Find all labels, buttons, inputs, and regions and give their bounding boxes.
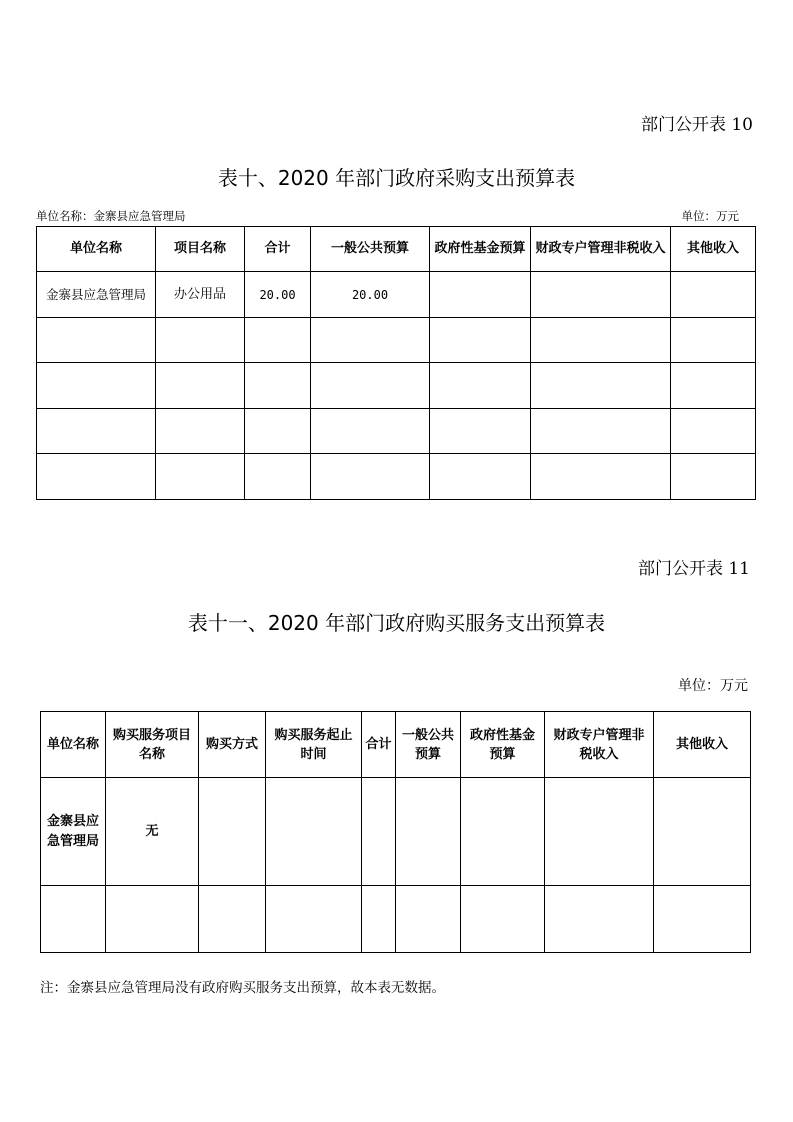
table-cell: 办公用品 <box>156 272 245 318</box>
table-cell <box>430 363 531 409</box>
table10-title: 表十、2020 年部门政府采购支出预算表 <box>217 166 576 190</box>
table-cell <box>245 409 311 454</box>
table11-header-cell: 购买方式 <box>199 712 266 778</box>
table-cell <box>531 272 671 318</box>
table-row <box>37 454 756 500</box>
table10-header-cell: 项目名称 <box>156 227 245 272</box>
table-cell <box>156 454 245 500</box>
table-row <box>41 778 751 886</box>
table-cell <box>41 886 106 953</box>
table11-header-cell: 购买服务起止时间 <box>266 712 362 778</box>
table11-header-cell: 财政专户管理非税收入 <box>545 712 654 778</box>
table-cell <box>362 778 396 886</box>
table-cell <box>545 886 654 953</box>
table11-title: 表十一、2020 年部门政府购买服务支出预算表 <box>187 611 606 635</box>
table-cell <box>199 778 266 886</box>
table-cell <box>671 454 756 500</box>
table-cell <box>37 454 156 500</box>
table-cell <box>430 272 531 318</box>
table-cell <box>430 318 531 363</box>
table-cell <box>156 409 245 454</box>
table-row <box>37 318 756 363</box>
table-cell <box>266 778 362 886</box>
table-cell <box>430 409 531 454</box>
table-cell <box>461 886 545 953</box>
table10-header-cell: 财政专户管理非税收入 <box>531 227 671 272</box>
table-cell <box>156 318 245 363</box>
table11-note: 注：金寨县应急管理局没有政府购买服务支出预算，故本表无数据。 <box>40 980 445 996</box>
table10-unit: 单位：万元 <box>681 209 739 223</box>
table-cell <box>671 318 756 363</box>
table-cell <box>671 409 756 454</box>
table11-header-cell: 其他收入 <box>654 712 751 778</box>
table11-unit: 单位：万元 <box>678 678 748 694</box>
table-cell <box>531 363 671 409</box>
table-cell <box>311 318 430 363</box>
table-cell <box>396 778 461 886</box>
table-cell: 金寨县应急管理局 <box>41 778 106 886</box>
table-cell <box>396 886 461 953</box>
table-cell: 20.00 <box>311 272 430 318</box>
table-cell <box>311 454 430 500</box>
table-cell: 无 <box>106 778 199 886</box>
table-cell <box>654 778 751 886</box>
table10-header-cell: 合计 <box>245 227 311 272</box>
table-cell <box>311 363 430 409</box>
table-cell <box>245 318 311 363</box>
table-cell <box>430 454 531 500</box>
table-cell <box>199 886 266 953</box>
table10-ref: 部门公开表 10 <box>640 115 753 135</box>
table-cell: 20.00 <box>245 272 311 318</box>
table-cell <box>461 778 545 886</box>
table-cell <box>37 318 156 363</box>
table11-header-cell: 合计 <box>362 712 396 778</box>
table-row <box>37 409 756 454</box>
table10-header-cell: 其他收入 <box>671 227 756 272</box>
table-cell <box>362 886 396 953</box>
table-cell <box>531 409 671 454</box>
table-cell <box>311 409 430 454</box>
table10 <box>36 226 756 500</box>
table-cell <box>654 886 751 953</box>
table11-ref: 部门公开表 11 <box>637 559 750 579</box>
table11-header-cell: 单位名称 <box>41 712 106 778</box>
table11-header-cell: 购买服务项目名称 <box>106 712 199 778</box>
table-cell <box>37 363 156 409</box>
table10-header-cell: 政府性基金预算 <box>430 227 531 272</box>
table-cell <box>545 778 654 886</box>
table-cell <box>671 363 756 409</box>
table10-header-cell: 单位名称 <box>37 227 156 272</box>
table-row <box>37 272 756 318</box>
table-cell <box>37 409 156 454</box>
table11-header-cell: 一般公共预算 <box>396 712 461 778</box>
table10-header-cell: 一般公共预算 <box>311 227 430 272</box>
table11 <box>40 711 751 953</box>
table-cell <box>245 363 311 409</box>
table10-header-row <box>37 227 756 272</box>
table-cell <box>106 886 199 953</box>
table10-unit-name: 单位名称：金寨县应急管理局 <box>36 209 186 223</box>
table-row <box>37 363 756 409</box>
table11-header-row <box>41 712 751 778</box>
table11-header-cell: 政府性基金预算 <box>461 712 545 778</box>
table-row <box>41 886 751 953</box>
table-cell <box>266 886 362 953</box>
table-cell <box>156 363 245 409</box>
table-cell <box>671 272 756 318</box>
table-cell <box>531 454 671 500</box>
table-cell <box>531 318 671 363</box>
table-cell <box>245 454 311 500</box>
table-cell: 金寨县应急管理局 <box>37 272 156 318</box>
